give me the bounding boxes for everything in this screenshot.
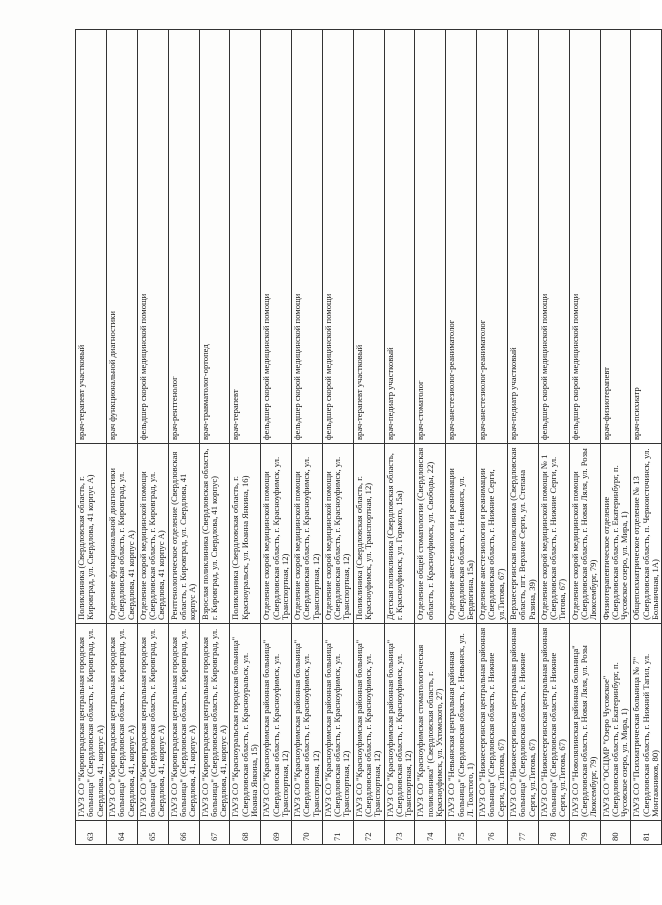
- position-cell: врач-терапевт участковый: [353, 30, 384, 444]
- position-cell: фельдшер скорой медицинской помощи: [261, 30, 292, 444]
- position-cell: врач-терапевт: [230, 30, 261, 444]
- organization-cell: ГАУЗ СО "Кировградская центральная городская больница" (Свердловская область, г. Кировград, ул. Свердлова, 41, корпус А): [107, 624, 138, 821]
- table-row: [137, 30, 168, 845]
- row-number: 78: [538, 821, 569, 845]
- unit-cell: Отделение скорой медицинской помощи (Свердловская область, г. Красноуфимск, ул. Транспортная, 12): [322, 444, 353, 624]
- table-row: [477, 30, 508, 845]
- row-number: 67: [199, 821, 230, 845]
- position-cell: врач-рентгенолог: [168, 30, 199, 444]
- row-number: 63: [76, 821, 107, 845]
- table-row: [631, 30, 662, 845]
- organization-cell: ГАУЗ СО "Психиатрическая больница № 7" (Свердловская область, г. Нижний Тагил, ул. Монтажников, 80): [631, 624, 662, 821]
- organization-cell: ГАУЗ СО "Кировградская центральная городская больница" (Свердловская область, г. Кировград, ул. Свердлова, 41, корпус А): [137, 624, 168, 821]
- unit-cell: Отделение общей стоматологии (Свердловская область, г. Красноуфимск, ул. Свободы, 22): [415, 444, 446, 624]
- row-number: 71: [322, 821, 353, 845]
- position-cell: врач-анестезиолог-реаниматолог: [446, 30, 477, 444]
- organization-cell: ГАУЗ СО "Красноуфимская районная больница" (Свердловская область, г. Красноуфимск, ул. Транспортная, 12): [292, 624, 323, 821]
- organization-cell: ГАУЗ СО "Кировградская центральная городская больница" (Свердловская область, г. Кировград, ул. Свердлова, 41, корпус А): [76, 624, 107, 821]
- table-row: [107, 30, 138, 845]
- row-number: 70: [292, 821, 323, 845]
- table-row: [384, 30, 415, 845]
- table-row: [230, 30, 261, 845]
- organization-cell: ГАУЗ СО "Красноуральская городская больница" (Свердловская область, г. Красноуральск, ул. Иоанна Янкина, 15): [230, 624, 261, 821]
- table-row: [415, 30, 446, 845]
- organization-cell: ГАУЗ СО "Нижнесергинская центральная районная больница" (Свердловская область, г. Нижние Серги, ул.Титова, 67): [477, 624, 508, 821]
- position-cell: врач-психиатр: [631, 30, 662, 444]
- row-number: 64: [107, 821, 138, 845]
- position-cell: врач-травматолог-ортопед: [199, 30, 230, 444]
- unit-cell: Отделение скорой медицинской помощи (Свердловская область, г. Новая Ляля, ул. Розы Люксембург, 79): [569, 444, 600, 624]
- organization-cell: ГАУЗ СО "Кировградская центральная городская больница" (Свердловская область, г. Кировград, ул. Свердлова, 41, корпус А): [199, 624, 230, 821]
- position-cell: врач-педиатр участковый: [384, 30, 415, 444]
- position-cell: врач-терапевт участковый: [76, 30, 107, 444]
- row-number: 74: [415, 821, 446, 845]
- vacancy-table: [75, 29, 662, 845]
- table-row: [446, 30, 477, 845]
- table-row: [199, 30, 230, 845]
- unit-cell: Общепсихиатрическое отделение № 13 (Свердловская область, п. Черноисточинск, ул. Больничная, 1А): [631, 444, 662, 624]
- organization-cell: ГАУЗ СО "Невьянская центральная районная больница" (Свердловская область, г. Невьянск, ул. Л. Толстого, 1): [446, 624, 477, 821]
- table-row: [322, 30, 353, 845]
- row-number: 77: [507, 821, 538, 845]
- organization-cell: ГАУЗ СО "Красноуфимская районная больница" (Свердловская область, г. Красноуфимск, ул. Транспортная, 12): [322, 624, 353, 821]
- unit-cell: Верхнесергинская поликлиника (Свердловская область, пгт. Верхние Серги, ул. Степана Разина, 39): [507, 444, 538, 624]
- position-cell: врач-педиатр участковый: [507, 30, 538, 444]
- position-cell: фельдшер скорой медицинской помощи: [322, 30, 353, 444]
- row-number: 81: [631, 821, 662, 845]
- organization-cell: ГАУЗ СО "Нижнесергинская центральная районная больница" (Свердловская область, г. Нижние Серги, ул.Титова, 67): [507, 624, 538, 821]
- organization-cell: ГАУЗ СО "ОСЦМР "Озеро Чусовское" (Свердловская область, г. Екатеринбург, п. Чусовское озеро, ул. Мира, 1): [600, 624, 631, 821]
- position-cell: фельдшер скорой медицинской помощи: [292, 30, 323, 444]
- organization-cell: ГАУЗ СО "Новолялинская районная больница" (Свердловская область, г. Новая Ляля, ул. Розы Люксембург, 79): [569, 624, 600, 821]
- organization-cell: ГАУЗ СО "Красноуфимская районная больница" (Свердловская область, г. Красноуфимск, ул. Транспортная, 12): [353, 624, 384, 821]
- row-number: 72: [353, 821, 384, 845]
- unit-cell: Физиотерапевтическое отделение (Свердловская область, г. Екатеринбург, п. Чусовское озеро, ул. Мира, 1): [600, 444, 631, 624]
- organization-cell: ГАУЗ СО "Кировградская центральная городская больница" (Свердловская область, г. Кировград, ул. Свердлова, 41, корпус А): [168, 624, 199, 821]
- table-row: [538, 30, 569, 845]
- table-row: [76, 30, 107, 845]
- table-row: [261, 30, 292, 845]
- table-row: [600, 30, 631, 845]
- table-row: [353, 30, 384, 845]
- position-cell: врач-стоматолог: [415, 30, 446, 444]
- unit-cell: Поликлиника (Свердловская область, г. Красноуральск, ул. Иоанна Янкина, 16): [230, 444, 261, 624]
- row-number: 76: [477, 821, 508, 845]
- table-row: [292, 30, 323, 845]
- organization-cell: ГАУЗ СО "Красноуфимская районная больница" (Свердловская область, г. Красноуфимск, ул. Транспортная, 12): [261, 624, 292, 821]
- table-row: [168, 30, 199, 845]
- position-cell: фельдшер скорой медицинской помощи: [137, 30, 168, 444]
- unit-cell: Отделение функциональной диагностики (Свердловская область, г. Кировград, ул. Свердлова, 41 корпус А): [107, 444, 138, 624]
- position-cell: фельдшер скорой медицинской помощи: [569, 30, 600, 444]
- position-cell: врач функциональной диагностики: [107, 30, 138, 444]
- row-number: 80: [600, 821, 631, 845]
- table-row: [569, 30, 600, 845]
- unit-cell: Детская поликлиника (Свердловская область, г. Красноуфимск, ул. Горького, 15а): [384, 444, 415, 624]
- unit-cell: Отделение скорой медицинской помощи (Свердловская область, г. Кировград, ул. Свердлова, 41 корпус А): [137, 444, 168, 624]
- unit-cell: Взрослая поликлиника (Свердловская область, г. Кировград, ул. Свердлова, 41 корпус): [199, 444, 230, 624]
- row-number: 73: [384, 821, 415, 845]
- organization-cell: ГАУЗ СО "Красноуфимская районная больница" (Свердловская область, г. Красноуфимск, ул. Транспортная, 12): [384, 624, 415, 821]
- row-number: 68: [230, 821, 261, 845]
- position-cell: фельдшер скорой медицинской помощи: [538, 30, 569, 444]
- unit-cell: Отделение анестезиологии и реанимации (Свердловская область, г. Нижние Серги, ул.Титова, 67): [477, 444, 508, 624]
- organization-cell: ГАУЗ СО "Красноуфимская стоматологическая поликлиника" (Свердловская область, г. Красноуфимск, ул. Ухтомского, 27): [415, 624, 446, 821]
- row-number: 79: [569, 821, 600, 845]
- table-row: [507, 30, 538, 845]
- unit-cell: Рентгенологическое отделение (Свердловская область, г. Кировград, ул. Свердлова, 41 корпус А): [168, 444, 199, 624]
- unit-cell: Отделение анестезиологии и реанимации (Свердловская область, г. Невьянск, ул. Бердюгина, 15а): [446, 444, 477, 624]
- position-cell: врач-анестезиолог-реаниматолог: [477, 30, 508, 444]
- vacancy-table-body: [76, 30, 662, 845]
- unit-cell: Отделение скорой медицинской помощи (Свердловская область, г. Красноуфимск, ул. Транспортная, 12): [261, 444, 292, 624]
- rotated-table-wrapper: [75, 30, 660, 845]
- unit-cell: Отделение скорой медицинской помощи № 1 (Свердловская область, г. Нижние Серги, ул. Титова, 67): [538, 444, 569, 624]
- organization-cell: ГАУЗ СО "Нижнесергинская центральная районная больница" (Свердловская область, г. Нижние Серги, ул.Титова, 67): [538, 624, 569, 821]
- unit-cell: Поликлиника (Свердловская область, г. Кировград, ул. Свердлова, 41 корпус А): [76, 444, 107, 624]
- row-number: 75: [446, 821, 477, 845]
- unit-cell: Поликлиника (Свердловская область, г. Красноуфимск, ул. Транспортная, 12): [353, 444, 384, 624]
- position-cell: врач-физиотерапевт: [600, 30, 631, 444]
- unit-cell: Отделение скорой медицинской помощи (Свердловская область, г. Красноуфимск, ул. Транспортная, 12): [292, 444, 323, 624]
- row-number: 65: [137, 821, 168, 845]
- row-number: 66: [168, 821, 199, 845]
- row-number: 69: [261, 821, 292, 845]
